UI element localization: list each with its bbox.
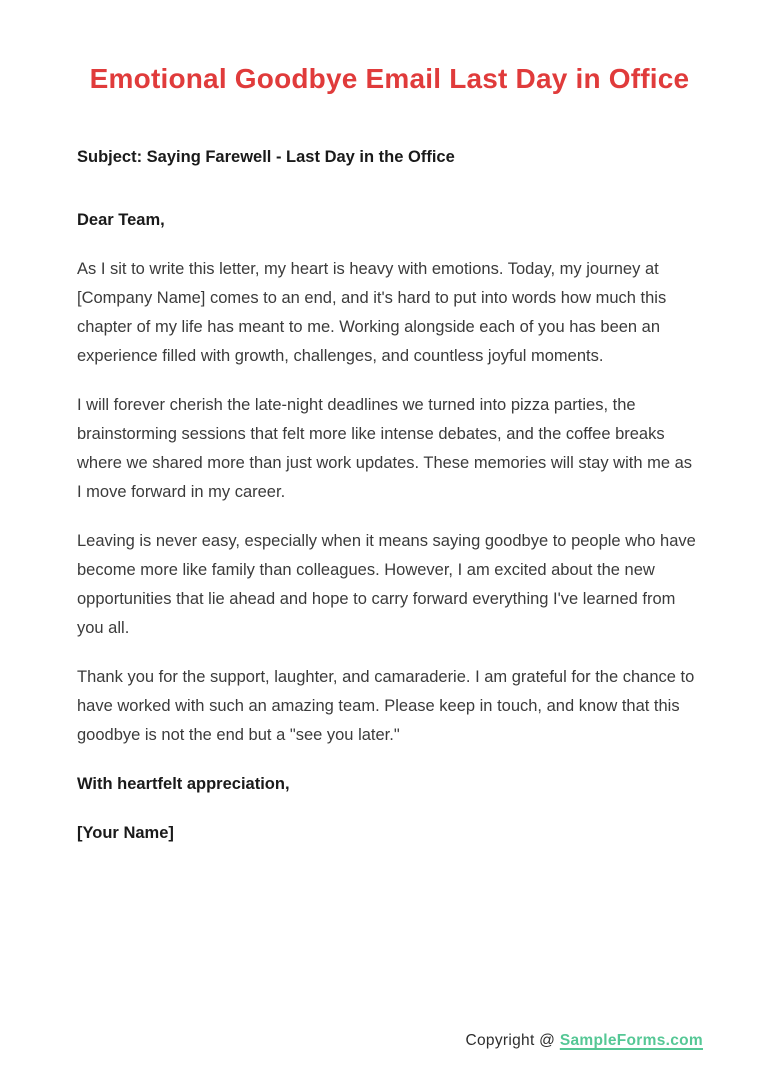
body-paragraph: I will forever cherish the late-night deadlines we turned into pizza parties, the brainstorming sessions that felt more like intense debates, and the coffee breaks where we shared more than just work updates. These memories will stay with me as I move forward in my career.: [77, 395, 693, 501]
subject-line: Subject: Saying Farewell - Last Day in the Office: [77, 147, 455, 166]
body-paragraph: Thank you for the support, laughter, and camaraderie. I am grateful for the chance to have worked with such an amazing team. Please keep in touch, and know that this goodbye is not the end but a "see you later.": [77, 667, 695, 744]
body-paragraph: As I sit to write this letter, my heart is heavy with emotions. Today, my journey at [Company Name] comes to an end, and it's hard to put into words how much this chapter of my life has meant to me. Working alongside each of you has been an experience filled with growth, challenges, and countless joyful moments.: [77, 259, 667, 365]
document-page: [0, 62, 779, 1074]
footer-copyright: [466, 1032, 703, 1050]
page-title: Emotional Goodbye Email Last Day in Office: [89, 63, 690, 94]
sampleforms-link[interactable]: SampleForms.com: [559, 1032, 703, 1049]
letter-body: [0, 143, 779, 848]
copyright-text: Copyright @: [465, 1032, 560, 1049]
signature-placeholder: [Your Name]: [77, 823, 174, 842]
salutation: Dear Team,: [77, 210, 165, 229]
closing-line: With heartfelt appreciation,: [77, 774, 290, 793]
body-paragraph: Leaving is never easy, especially when it means saying goodbye to people who have become more like family than colleagues. However, I am excited about the new opportunities that lie ahead and hope to carry forward everything I've learned from you all.: [77, 531, 696, 637]
